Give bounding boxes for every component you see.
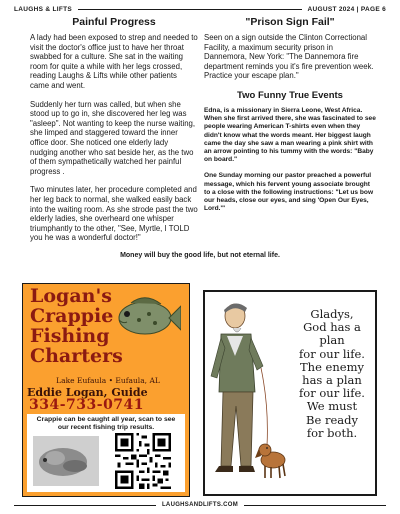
caption-line: for both. — [306, 425, 358, 440]
story-paragraph: Suddenly her turn was called, but when she stood up to go in, she discovered her leg was "asleep". Not wanting to keep the nurse waiting, she limped and staggered toward the inner office door. She noticed one elderly lady nudging another who sat beside her, as the two of them sympathetically watched her painful progress . — [30, 99, 196, 176]
cartoon-panel — [203, 290, 377, 496]
ad-guide-name: Eddie Logan, Guide — [27, 386, 148, 399]
caption-line: Gladys, — [310, 307, 354, 321]
page-header — [14, 4, 386, 14]
caption-line: for our life. — [299, 386, 365, 401]
story-paragraph: A lady had been exposed to strep and needed to visit the doctor's office just to have her throat swabbed for a culture. She sat in the waiting room for quite a while with her legs crossed, reading Laughs & Lifts while other patients came and went. — [30, 33, 198, 90]
caption-line: We must — [306, 399, 358, 414]
ad-location: Lake Eufaula • Eufaula, AL — [56, 376, 160, 385]
website-url[interactable]: LAUGHSANDLIFTS.COM — [161, 502, 239, 508]
right-column — [204, 16, 376, 221]
ad-title-line: Logan's — [30, 285, 112, 307]
story-paragraph: Seen on a sign outside the Clinton Correctional Facility, a maximum security prison in Dannemora, New York: "The Dannemora fire department reminds you it's fire prevention week. Practice your escape plan." — [204, 33, 374, 81]
ad-title-line: Fishing — [30, 325, 110, 347]
ad-info-panel — [27, 414, 185, 492]
qr-code-icon[interactable] — [115, 433, 171, 489]
caption-line: Be ready — [306, 412, 358, 427]
fishing-charter-ad — [22, 283, 190, 497]
story-title-funny-events: Two Funny True Events — [237, 89, 343, 101]
newsletter-name: LAUGHS & LIFTS — [14, 5, 73, 13]
ad-phone-number: 334-733-0741 — [29, 397, 145, 413]
caption-line: God has a plan — [303, 320, 361, 348]
footer-rule-right — [244, 505, 386, 506]
story-title-painful-progress: Painful Progress — [72, 16, 156, 28]
man-with-dog-illustration — [207, 296, 289, 492]
caption-line: The enemy — [300, 359, 364, 374]
crappie-fish-icon — [111, 292, 181, 340]
issue-date-page: AUGUST 2024 | PAGE 6 — [307, 5, 386, 13]
caption-line: for our life. — [299, 346, 365, 361]
motto-line: Money will buy the good life, but not eternal life. — [120, 252, 280, 259]
page-footer — [14, 500, 386, 510]
left-column — [30, 16, 198, 252]
event-paragraph: One Sunday morning our pastor preached a powerful message, which his fervent young associate brought to a close with the following instructions: "Let us bow our heads, close our eyes, and sing 'Open Our Eyes, Lord.'" — [204, 172, 374, 213]
event-paragraph: Edna, is a missionary in Sierra Leone, West Africa. When she first arrived there, she was fascinated to see people wearing American T-shirts even when they didn't know what the words meant. Her biggest laugh came the day she saw a man wearing a pink shirt with an arrow pointing to his tummy with the words: "Baby on board." — [204, 106, 376, 164]
cartoon-caption — [289, 308, 375, 440]
ad-scan-note: Crappie can be caught all year, scan to see our recent fishing trip results. — [36, 416, 176, 431]
ad-title-line: Crappie — [30, 305, 114, 327]
header-rule — [78, 9, 301, 10]
story-paragraph: Two minutes later, her procedure completed and her leg back to normal, she walked easily back into the waiting room. As she strode past the two elderly ladies, she overheard one whisper triumphantly to the other, "See, Myrtle, I TOLD you he was a wonderful doctor!" — [30, 185, 198, 243]
ad-title-line: Charters — [30, 345, 123, 367]
story-title-prison-sign-fail: "Prison Sign Fail" — [245, 16, 335, 28]
fish-catch-photo — [33, 436, 99, 486]
footer-rule-left — [14, 505, 156, 506]
caption-line: has a plan — [302, 373, 362, 388]
